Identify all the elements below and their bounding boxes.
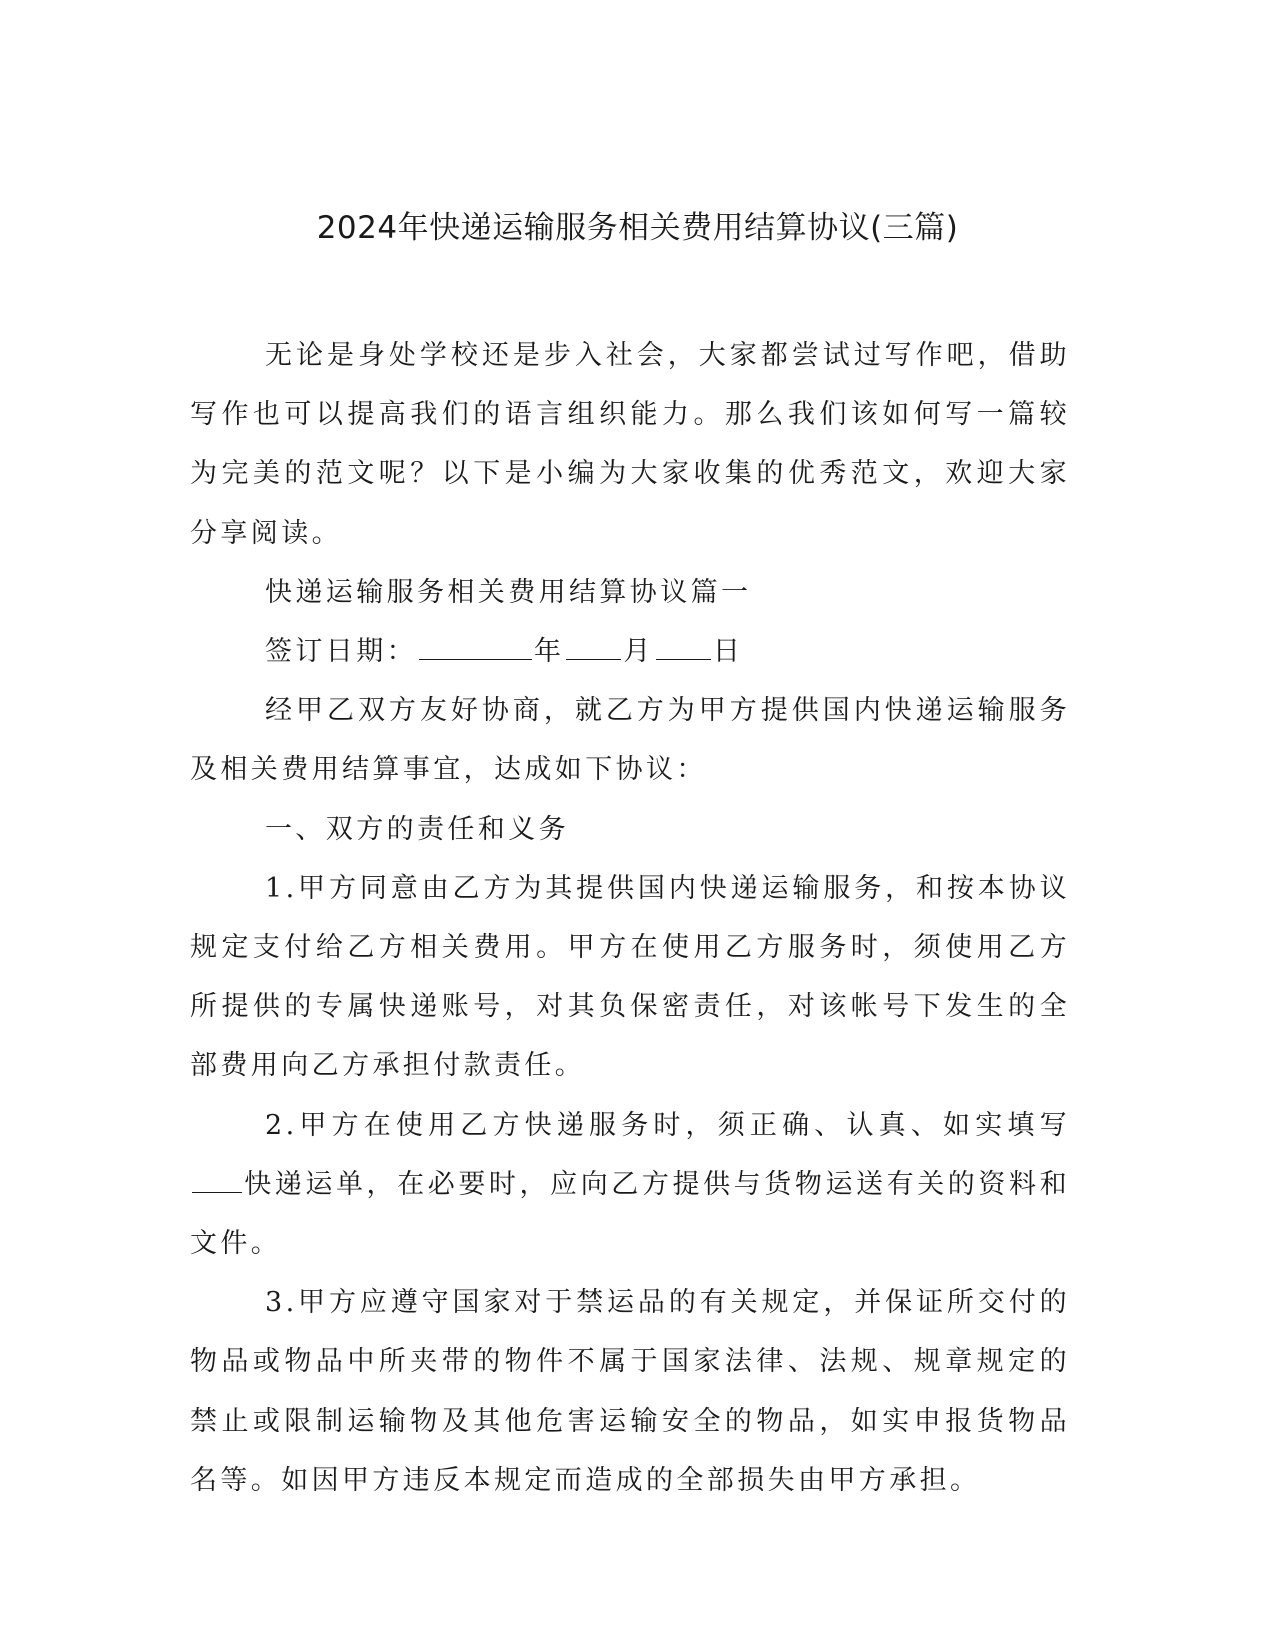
sign-date-line — [190, 622, 1070, 681]
day-label: 日 — [712, 636, 744, 668]
month-label: 月 — [623, 636, 654, 668]
section-heading: 快递运输服务相关费用结算协议篇一 — [265, 576, 752, 608]
document-title: 2024年快递运输服务相关费用结算协议(三篇) — [316, 210, 959, 246]
sign-date-label: 签订日期： — [265, 636, 417, 668]
clause-2 — [190, 1096, 1070, 1274]
day-blank — [656, 633, 711, 660]
intro-paragraph: 无论是身处学校还是步入社会，大家都尝试过写作吧，借助写作也可以提高我们的语言组织能力。那么我们该如何写一篇较为完美的范文呢？以下是小编为大家收集的优秀范文，欢迎大家分享阅读。 — [190, 340, 1070, 549]
waybill-blank — [192, 1166, 242, 1193]
preamble-paragraph: 经甲乙双方友好协商，就乙方为甲方提供国内快递运输服务及相关费用结算事宜，达成如下协议： — [190, 695, 1070, 786]
clause-2-after: 快递运单，在必要时，应向乙方提供与货物运送有关的资料和文件。 — [190, 1168, 1070, 1260]
clause-1: 1.甲方同意由乙方为其提供国内快递运输服务，和按本协议规定支付给乙方相关费用。甲方在使用乙方服务时，须使用乙方所提供的专属快递账号，对其负保密责任，对该帐号下发生的全部费用向乙方承担付款责任。 — [190, 872, 1070, 1082]
chapter-heading: 一、双方的责任和义务 — [265, 813, 569, 845]
clause-3: 3.甲方应遵守国家对于禁运品的有关规定，并保证所交付的物品或物品中所夹带的物件不属于国家法律、法规、规章规定的禁止或限制运输物及其他危害运输安全的物品，如实申报货物品名等。如因甲方违反本规定而造成的全部损失由甲方承担。 — [190, 1287, 1070, 1496]
year-label: 年 — [534, 636, 565, 668]
document-body — [190, 326, 1070, 1510]
clause-2-before: 2.甲方在使用乙方快递服务时，须正确、认真、如实填写 — [265, 1109, 1070, 1141]
month-blank — [566, 633, 621, 660]
year-blank — [419, 633, 532, 660]
